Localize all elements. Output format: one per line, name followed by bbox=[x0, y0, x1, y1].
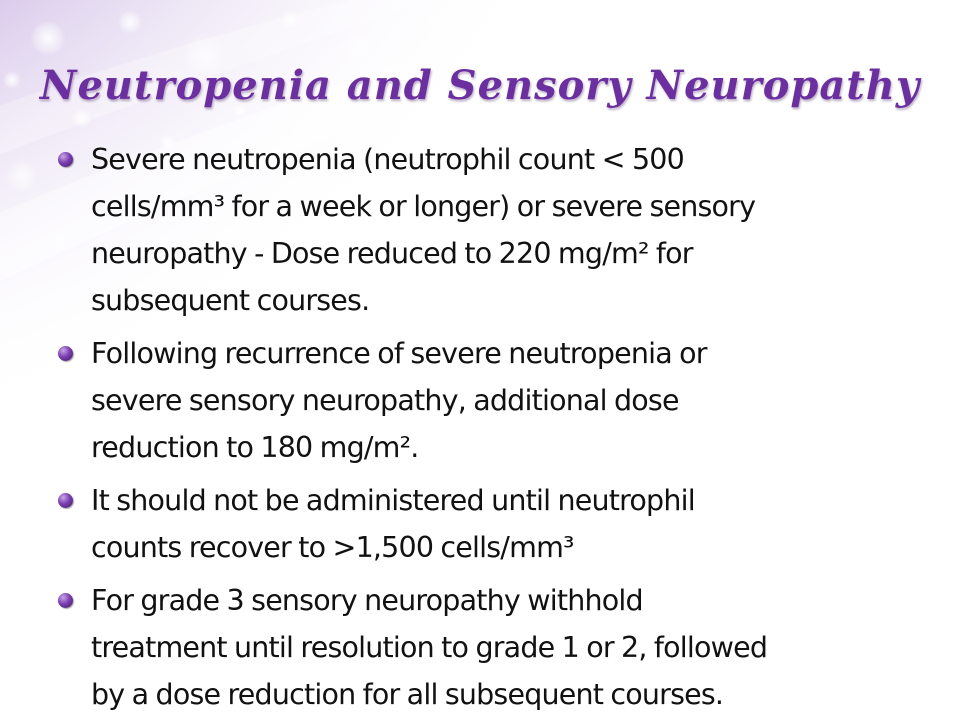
bullet-line: Severe neutropenia (neutrophil count < 500 bbox=[91, 143, 684, 176]
bullet-item bbox=[58, 577, 918, 718]
bullet-icon bbox=[58, 593, 73, 608]
bullet-list bbox=[58, 136, 918, 720]
bullet-line: For grade 3 sensory neuropathy withhold bbox=[91, 584, 643, 617]
bullet-item bbox=[58, 330, 918, 471]
bullet-line: It should not be administered until neutrophil bbox=[91, 484, 695, 517]
bullet-line: cells/mm³ for a week or longer) or severe sensory bbox=[91, 190, 756, 223]
bullet-line: treatment until resolution to grade 1 or 2, followed bbox=[91, 631, 768, 664]
bullet-line: counts recover to >1,500 cells/mm³ bbox=[91, 531, 574, 564]
bullet-item bbox=[58, 477, 918, 571]
bullet-line: subsequent courses. bbox=[91, 284, 370, 317]
bullet-line: neuropathy - Dose reduced to 220 mg/m² for bbox=[91, 237, 693, 270]
slide-title: Neutropenia and Sensory Neuropathy bbox=[39, 62, 921, 109]
bullet-line: reduction to 180 mg/m². bbox=[91, 431, 419, 464]
bullet-line: severe sensory neuropathy, additional dose bbox=[91, 384, 679, 417]
bullet-icon bbox=[58, 152, 73, 167]
bullet-icon bbox=[58, 346, 73, 361]
bullet-line: Following recurrence of severe neutropenia or bbox=[91, 337, 707, 370]
bullet-line: by a dose reduction for all subsequent courses. bbox=[91, 678, 724, 711]
bullet-icon bbox=[58, 493, 73, 508]
bullet-item bbox=[58, 136, 918, 324]
